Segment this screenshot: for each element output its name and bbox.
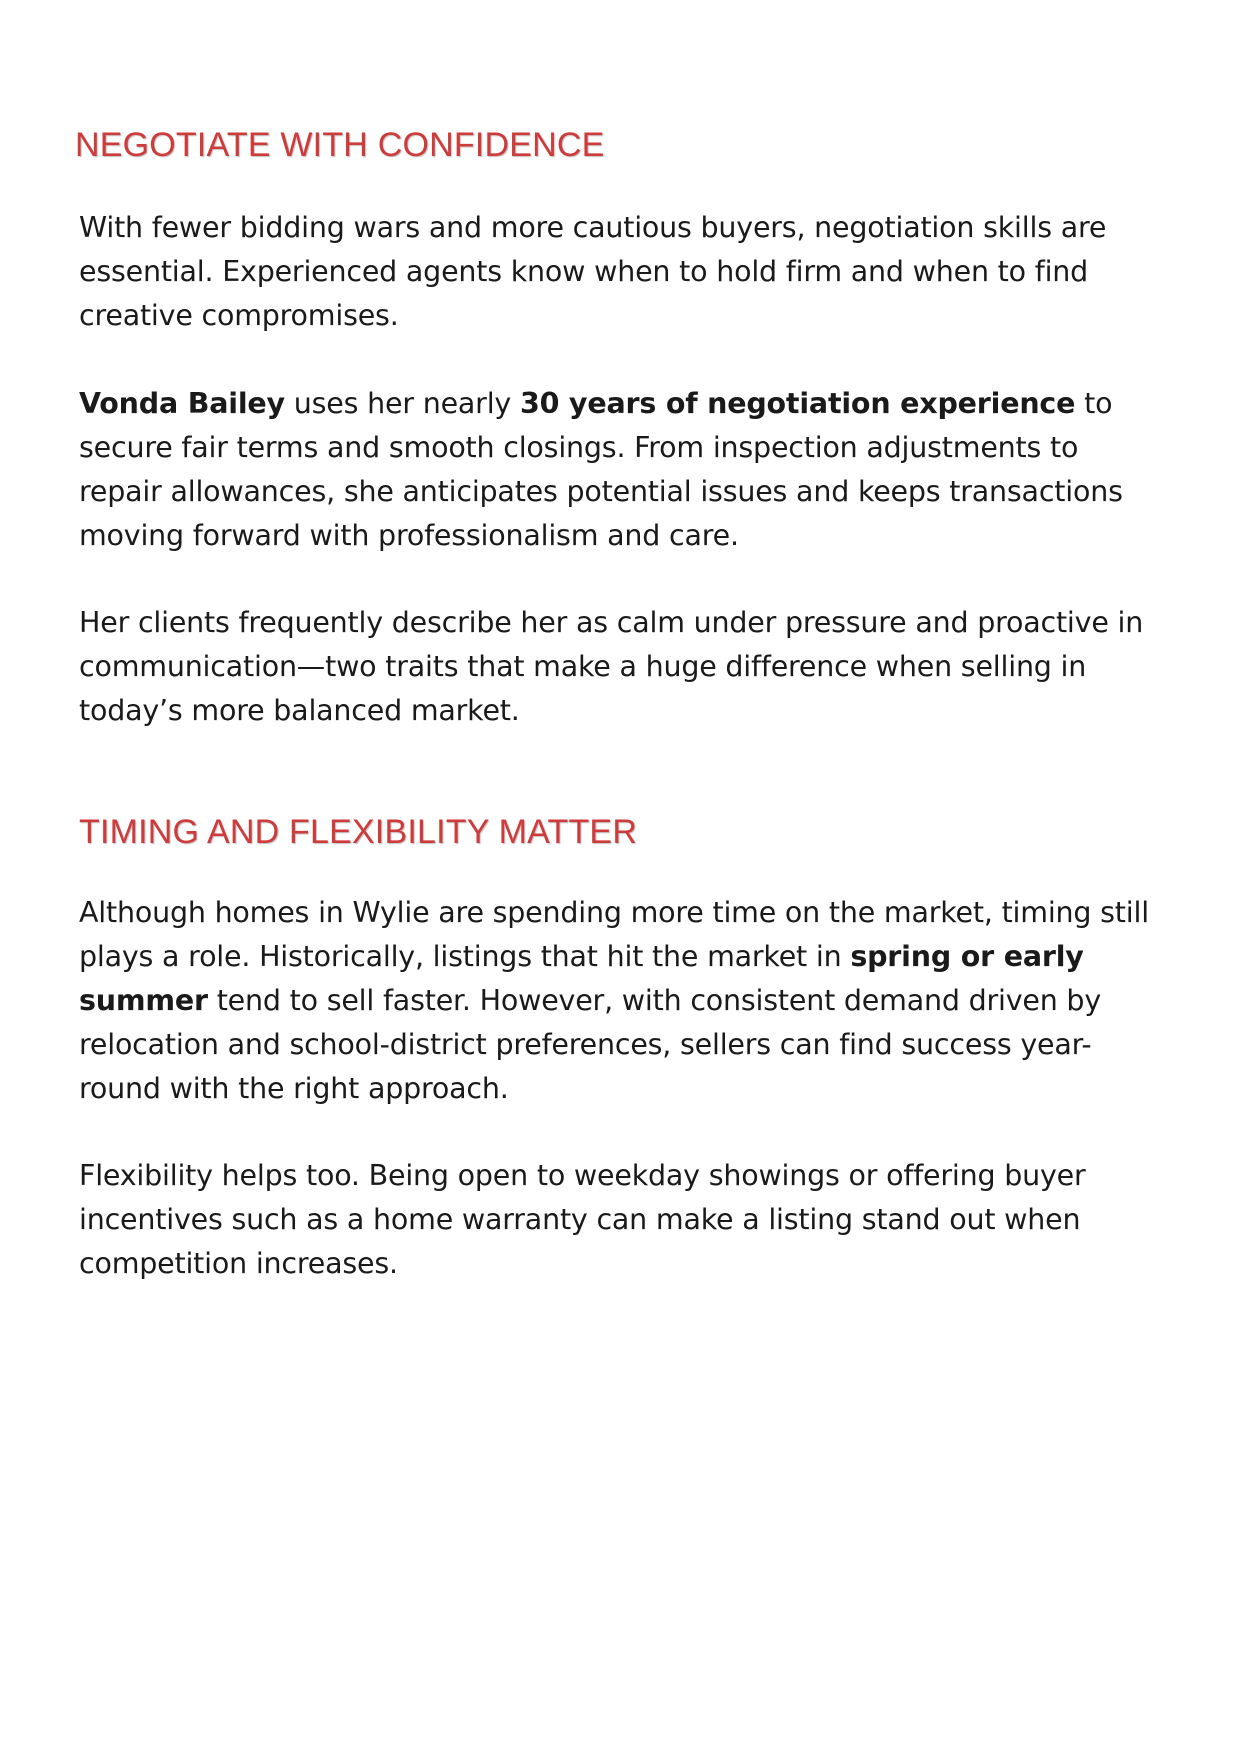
section-heading-timing: TIMING AND FLEXIBILITY MATTER — [79, 813, 638, 851]
paragraph-vonda-bailey — [79, 382, 1169, 558]
paragraph-flexibility: Flexibility helps too. Being open to weekday showings or offering buyer incentives such as a home warranty can make a listing stand out when competition increases. — [79, 1159, 1086, 1280]
paragraph-timing — [79, 891, 1169, 1111]
agent-name: Vonda Bailey — [79, 387, 285, 420]
paragraph-text: Although homes in Wylie are spending more time on the market, timing still plays a role. Historically, listings that hit the market in — [79, 896, 1149, 973]
paragraph-negotiation-skills: With fewer bidding wars and more cautious buyers, negotiation skills are essential. Experienced agents know when to hold firm and when to find creative compromises. — [79, 211, 1107, 332]
section-heading-negotiate: NEGOTIATE WITH CONFIDENCE — [75, 126, 605, 164]
paragraph-client-feedback: Her clients frequently describe her as calm under pressure and proactive in communication—two traits that make a huge difference when selling in today’s more balanced market. — [79, 606, 1144, 727]
experience-highlight: 30 years of negotiation experience — [519, 387, 1076, 420]
paragraph-text: to secure fair terms and smooth closings. From inspection adjustments to repair allowances, she anticipates potential issues and keeps transactions moving forward with professionalism and care. — [79, 387, 1123, 552]
paragraph-text: uses her nearly — [284, 387, 520, 420]
season-highlight: spring or early summer — [79, 940, 1084, 1017]
paragraph-text: tend to sell faster. However, with consistent demand driven by relocation and school-district preferences, sellers can find success year-round with the right approach. — [79, 984, 1101, 1105]
